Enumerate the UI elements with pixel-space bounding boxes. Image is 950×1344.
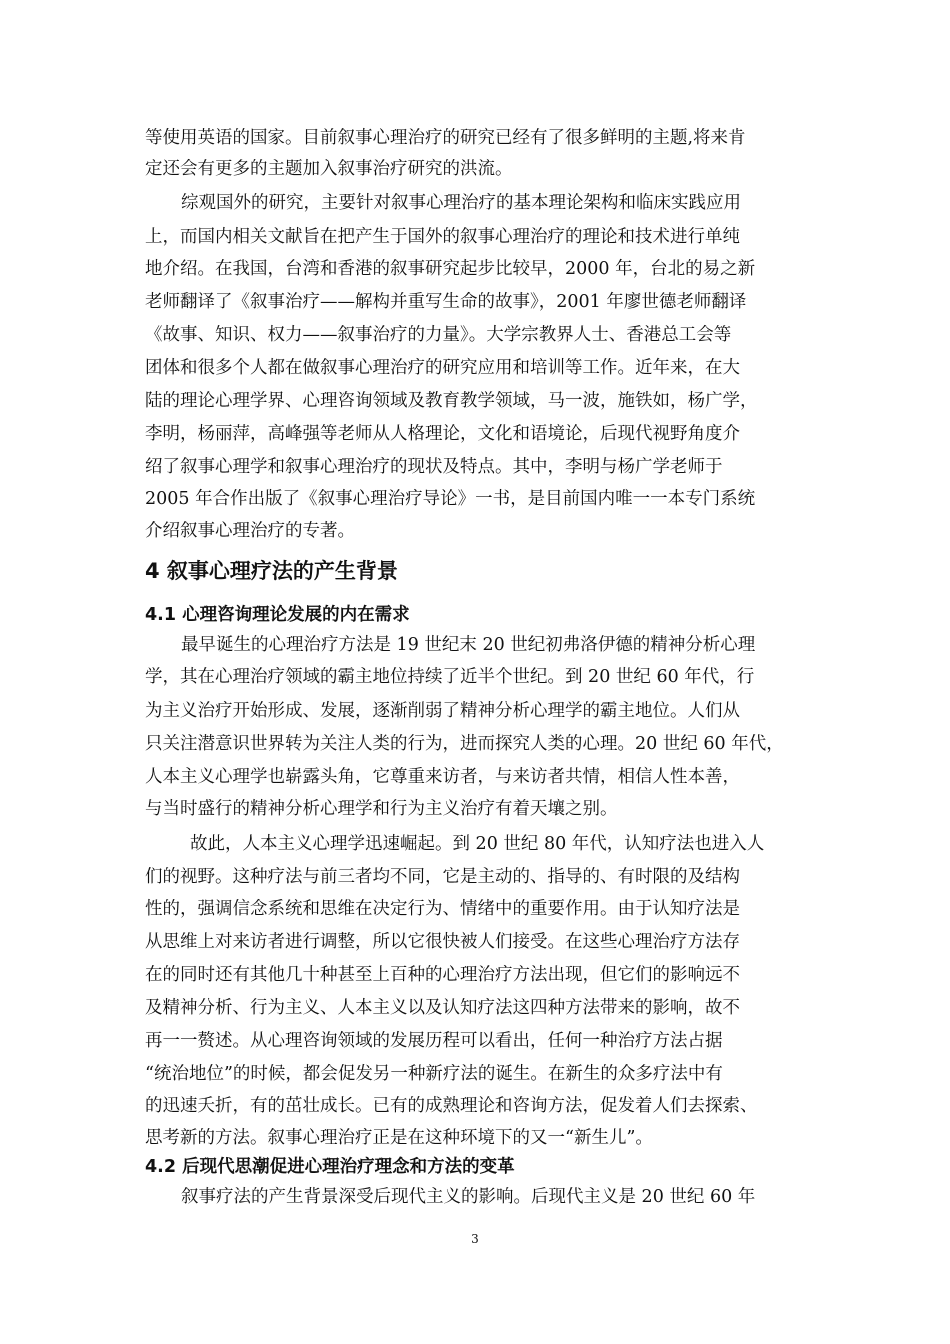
paragraph-line: 在的同时还有其他几十种甚至上百种的心理治疗方法出现，但它们的影响远不 bbox=[145, 965, 740, 985]
paragraph-line: 团体和很多个人都在做叙事心理治疗的研究应用和培训等工作。近年来，在大 bbox=[145, 358, 740, 378]
paragraph-line: 陆的理论心理学界、心理咨询领域及教育教学领域，马一波，施铁如，杨广学， bbox=[145, 391, 758, 411]
paragraph-line: 综观国外的研究，主要针对叙事心理治疗的基本理论架构和临床实践应用 bbox=[181, 193, 741, 213]
paragraph-line: 们的视野。这种疗法与前三者均不同，它是主动的、指导的、有时限的及结构 bbox=[145, 867, 740, 887]
paragraph-line: 《故事、知识、权力——叙事治疗的力量》。大学宗教界人士、香港总工会等 bbox=[145, 325, 732, 345]
paragraph-line: 学，其在心理治疗领域的霸主地位持续了近半个世纪。到 20 世纪 60 年代，行 bbox=[145, 667, 755, 687]
paragraph-line: 为主义治疗开始形成、发展，逐渐削弱了精神分析心理学的霸主地位。人们从 bbox=[145, 701, 740, 721]
paragraph-line: 性的，强调信念系统和思维在决定行为、情绪中的重要作用。由于认知疗法是 bbox=[145, 899, 740, 919]
paragraph-line: 定还会有更多的主题加入叙事治疗研究的洪流。 bbox=[145, 159, 513, 179]
paragraph-line: 介绍叙事心理治疗的专著。 bbox=[145, 521, 355, 541]
paragraph-line: 2005 年合作出版了《叙事心理治疗导论》一书，是目前国内唯一一本专门系统 bbox=[145, 489, 756, 509]
paragraph-line: 思考新的方法。叙事心理治疗正是在这种环境下的又一“新生儿”。 bbox=[145, 1128, 653, 1148]
paragraph-line: 与当时盛行的精神分析心理学和行为主义治疗有着天壤之别。 bbox=[145, 799, 618, 819]
paragraph-line: 的迅速夭折，有的茁壮成长。已有的成熟理论和咨询方法，促发着人们去探索、 bbox=[145, 1096, 758, 1116]
paragraph-line: 人本主义心理学也崭露头角，它尊重来访者，与来访者共情，相信人性本善， bbox=[145, 767, 740, 787]
paragraph-line: 从思维上对来访者进行调整，所以它很快被人们接受。在这些心理治疗方法存 bbox=[145, 932, 740, 952]
paragraph-line: 故此，人本主义心理学迅速崛起。到 20 世纪 80 年代，认知疗法也进入人 bbox=[190, 834, 765, 854]
paragraph-line: 老师翻译了《叙事治疗——解构并重写生命的故事》，2001 年廖世德老师翻译 bbox=[145, 292, 747, 312]
page-number: 3 bbox=[471, 1232, 479, 1246]
section-heading: 4 叙事心理疗法的产生背景 bbox=[145, 559, 398, 583]
paragraph-line: 叙事疗法的产生背景深受后现代主义的影响。后现代主义是 20 世纪 60 年 bbox=[181, 1187, 756, 1207]
paragraph-line: 只关注潜意识世界转为关注人类的行为，进而探究人类的心理。20 世纪 60 年代， bbox=[145, 734, 784, 754]
paragraph-line: 再一一赘述。从心理咨询领域的发展历程可以看出，任何一种治疗方法占据 bbox=[145, 1031, 723, 1051]
paragraph-line: 及精神分析、行为主义、人本主义以及认知疗法这四种方法带来的影响，故不 bbox=[145, 998, 740, 1018]
subsection-heading: 4.2 后现代思潮促进心理治疗理念和方法的变革 bbox=[145, 1157, 515, 1177]
paragraph-line: “统治地位”的时候，都会促发另一种新疗法的诞生。在新生的众多疗法中有 bbox=[145, 1064, 723, 1084]
paragraph-line: 最早诞生的心理治疗方法是 19 世纪末 20 世纪初弗洛伊德的精神分析心理 bbox=[181, 635, 756, 655]
subsection-heading: 4.1 心理咨询理论发展的内在需求 bbox=[145, 605, 410, 625]
paragraph-line: 李明，杨丽萍，高峰强等老师从人格理论，文化和语境论，后现代视野角度介 bbox=[145, 424, 740, 444]
paragraph-line: 等使用英语的国家。目前叙事心理治疗的研究已经有了很多鲜明的主题,将来肯 bbox=[145, 128, 746, 148]
paragraph-line: 上，而国内相关文献旨在把产生于国外的叙事心理治疗的理论和技术进行单纯 bbox=[145, 227, 740, 247]
paragraph-line: 地介绍。在我国，台湾和香港的叙事研究起步比较早，2000 年，台北的易之新 bbox=[145, 259, 756, 279]
paragraph-line: 绍了叙事心理学和叙事心理治疗的现状及特点。其中，李明与杨广学老师于 bbox=[145, 457, 723, 477]
